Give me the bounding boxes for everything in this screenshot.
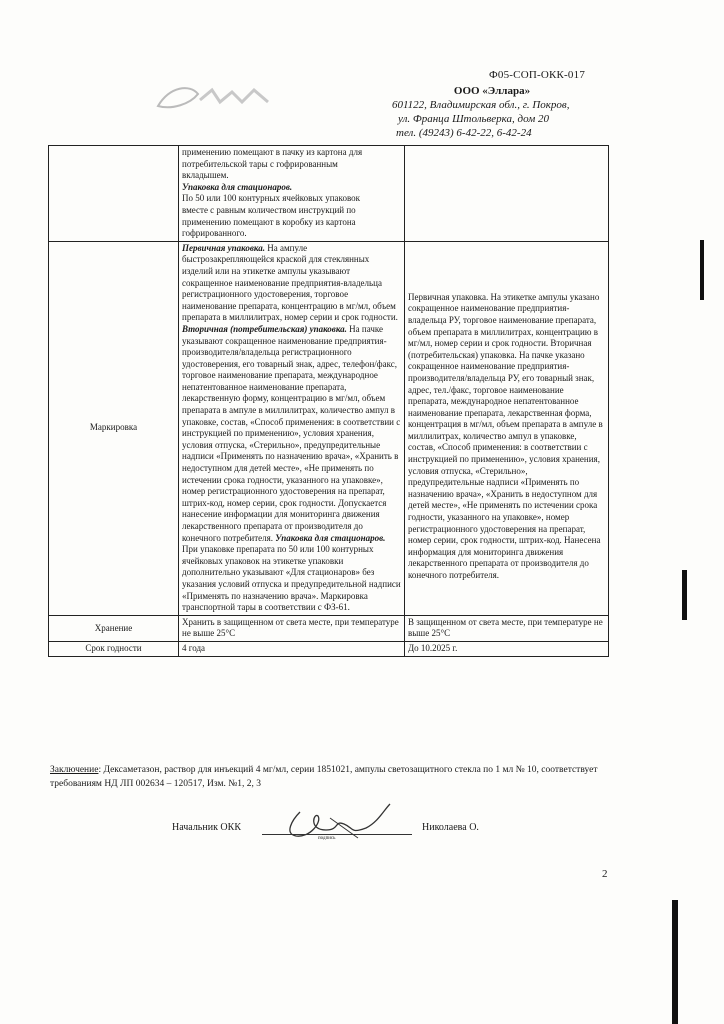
- row-label-marking: Маркировка: [49, 241, 179, 615]
- table-row-shelf-life: [49, 641, 609, 656]
- company-address-line2: ул. Франца Штольверка, дом 20: [398, 113, 549, 125]
- subheading-primary-pack: Первичная упаковка.: [182, 242, 265, 253]
- cell-marking-actual: Первичная упаковка. На этикетке ампулы указано сокращенное наименование предприятия-владельца РУ, торговое наименование препарата, объем препарата в миллилитрах, концентрацию в мг/мл, номер серии и срок годности. Вторичная (потребительская) упаковка. На пачке указано сокращенное наименование предприятия-производителя/владельца РУ, его товарный знак, адрес, тел./факс, торговое наименование препарата, международное непатентованное наименование препарата, лекарственная форма, концентрация в мг/мл, объем препарата в ампуле в миллилитрах, количество ампул в упаковке, состав, «Способ применения: в соответствии с инструкцией по применению», условия хранения, условия отпуска, «Стерильно», предупредительные надписи «Применять по назначению врача», «Хранить в недоступном для детей месте», «Не применять по истечении срока годности, указанного на упаковке», номер регистрационного удостоверения на препарат, номер серии, срок годности, штрих-код. Нанесена информация для мониторинга движения лекарственного препарата от производителя до конечного потребителя.: [405, 241, 609, 615]
- cell-storage-requirement: Хранить в защищенном от света месте, при температуре не выше 25°С: [179, 615, 405, 641]
- cell-empty: [405, 146, 609, 242]
- paragraph-primary-pack: На ампуле быстрозакрепляющейся краской для стеклянных изделий или на этикетке ампулы указывают сокращенное наименование предприятия-владельца регистрационного удостоверения, торговое наименование препарата, концентрацию в мг/мл, объем препарата в миллилитрах, номер серии и срок годности.: [182, 242, 398, 323]
- text-line: потребительской тары с гофрированным: [182, 158, 338, 169]
- company-address-line1: 601122, Владимирская обл., г. Покров,: [392, 99, 570, 111]
- cell-packaging-continuation: [179, 146, 405, 242]
- text-line: вкладышем.: [182, 170, 229, 181]
- subheading-hospital-pack: Упаковка для стационаров.: [182, 181, 293, 192]
- company-name: ООО «Эллара»: [453, 85, 531, 97]
- text-line: применению помещают в пачку из картона для: [182, 147, 363, 157]
- text-line: вместе с равным количеством инструкций по: [182, 204, 356, 215]
- conclusion-prefix: Заключение: [50, 765, 99, 775]
- scan-edge-mark: [700, 240, 704, 300]
- table-row-storage: [49, 615, 609, 641]
- conclusion-text: : Дексаметазон, раствор для инъекций 4 мг/мл, серии 1851021, ампулы светозащитного стекла по 1 мл № 10, соответствует требованиям НД ЛП 002634 – 120517, Изм. №1, 2, 3: [50, 765, 598, 789]
- handwritten-signature: [270, 800, 410, 850]
- cell-storage-actual: В защищенном от света месте, при температуре не выше 25°С: [405, 615, 609, 641]
- signer-position: Начальник ОКК: [172, 822, 241, 833]
- cell-shelf-life-requirement: 4 года: [179, 641, 405, 656]
- subheading-secondary-pack: Вторичная (потребительская) упаковка.: [182, 323, 347, 334]
- signature-line: [262, 834, 412, 835]
- cell-empty: [49, 146, 179, 242]
- paragraph-secondary-pack: На пачке указывают сокращенное наименование предприятия-производителя/владельца регистрационного удостоверения, его товарный знак, адрес, телефон/факс, торговое наименование препарата, международное непатентованное наименование препарата, лекарственную форму, концентрацию в мг/мл, объем препарата в ампуле в миллилитрах, количество ампул в упаковке, состав, «Способ применения: в соответствии с инструкцией по применению», условия хранения, условия отпуска, «Стерильно», предупредительные надписи «Применять по назначению врача», «Хранить в недоступном для детей месте», «Не применять по истечении срока годности, указанного на упаковке», номер регистрационного удостоверения на препарат, штрих-код, номер серии, срок годности. Допускается нанесение информации для мониторинга движения лекарственного препарата от производителя до конечного потребителя.: [182, 323, 401, 543]
- row-label-shelf-life: Срок годности: [49, 641, 179, 656]
- page-number: 2: [602, 868, 608, 880]
- cell-marking-requirements: [179, 241, 405, 615]
- text-line: применению помещают в коробку из картона: [182, 216, 356, 227]
- text-line: По 50 или 100 контурных ячейковых упаковок: [182, 193, 361, 204]
- scan-edge-mark: [672, 900, 678, 1024]
- specification-table: [48, 145, 609, 657]
- signer-name: Николаева О.: [422, 822, 479, 833]
- text-line: гофрированного.: [182, 228, 247, 239]
- table-row-marking: [49, 241, 609, 615]
- paragraph-hospital-pack: При упаковке препарата по 50 или 100 контурных ячейковых упаковок на этикетке упаковки дополнительно указывают «Для стационаров» без указания условий отпуска и предупредительной надписи «Применять по назначению врача». Маркировка транспортной тары в соответствии с ФЗ-61.: [182, 544, 401, 613]
- scan-edge-mark: [682, 570, 687, 620]
- company-logo-stamp: [150, 80, 280, 114]
- conclusion: [50, 763, 610, 791]
- company-phone: тел. (49243) 6-42-22, 6-42-24: [396, 127, 532, 139]
- signature-sub-label: подпись: [318, 836, 336, 841]
- table-row-continuation: [49, 146, 609, 242]
- form-code: Ф05-СОП-ОКК-017: [489, 69, 586, 81]
- company-info: [392, 84, 592, 140]
- row-label-storage: Хранение: [49, 615, 179, 641]
- subheading-hospital-pack: Упаковка для стационаров.: [275, 532, 386, 543]
- cell-shelf-life-actual: До 10.2025 г.: [405, 641, 609, 656]
